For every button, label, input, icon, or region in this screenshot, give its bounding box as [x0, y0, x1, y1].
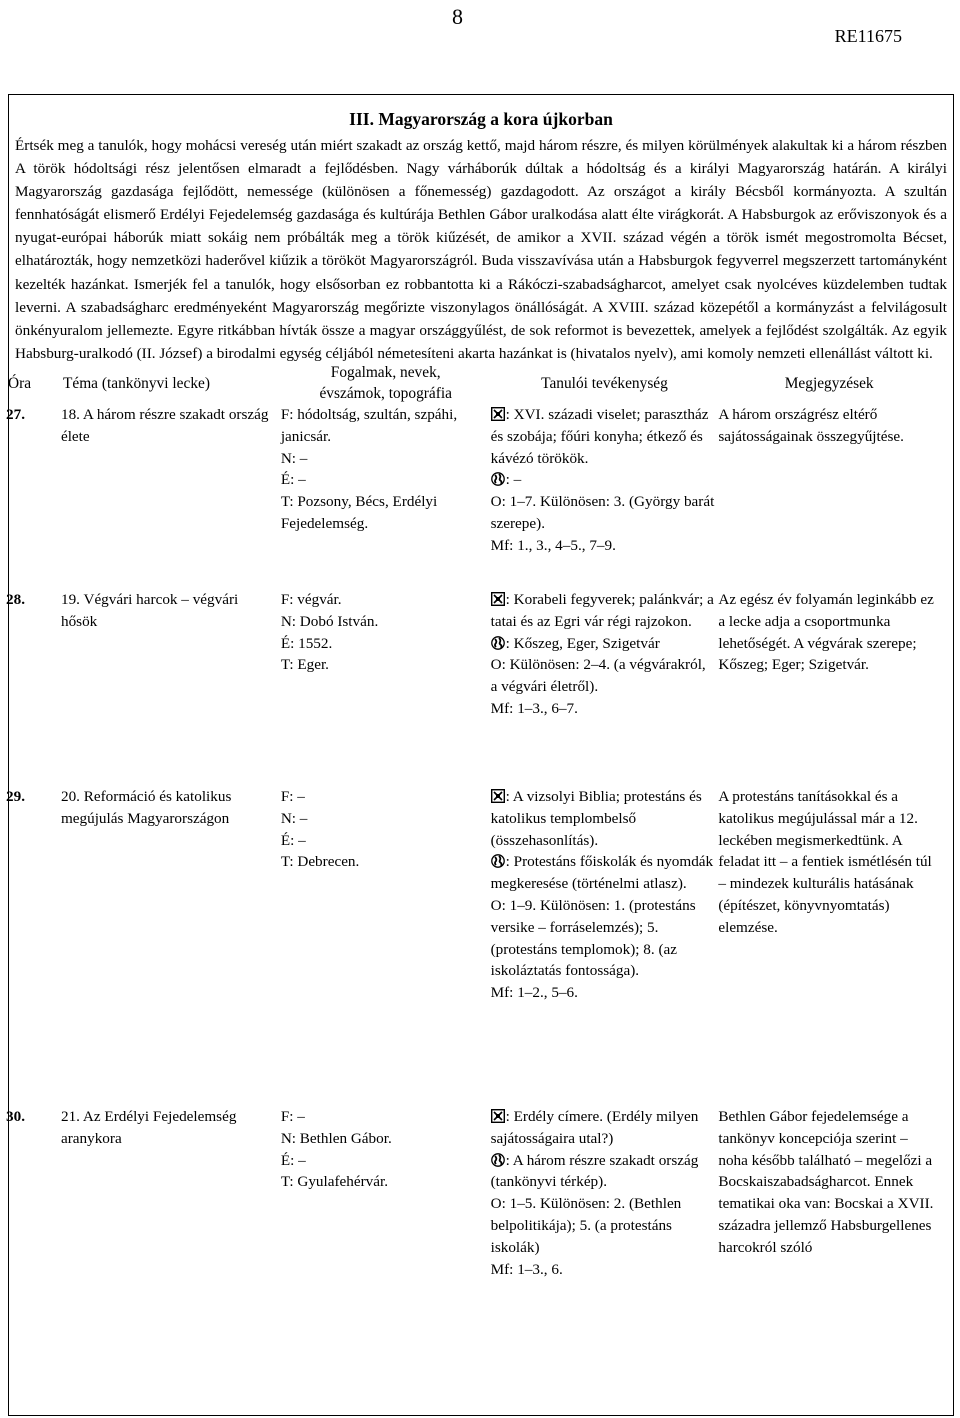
activity-entry [491, 1150, 715, 1194]
activity-text: O: 1–5. Különösen: 2. (Bethlen belpolitikája); 5. (a protestáns iskolák) [490, 1195, 682, 1256]
activity-text: : Korabeli fegyverek; palánkvár; a tatai és az Egri vár régi rajzokon. [490, 591, 714, 630]
activity-entry [491, 469, 715, 491]
activity-text: O: 1–9. Különösen: 1. (protestáns versike – forráselemzés); 5. (protestáns templomok); 8. (az iskoláztatás fontossága). [490, 896, 696, 980]
activity-text: Mf: 1–3., 6–7. [490, 699, 578, 717]
table-row [6, 1106, 940, 1326]
activity-entry [491, 654, 715, 698]
activity-text: : – [505, 471, 522, 489]
concept-entry: É: – [280, 1151, 306, 1169]
globe-map-icon [491, 472, 505, 486]
page-number: 8 [452, 4, 463, 29]
activity-text: : Kőszeg, Eger, Szigetvár [505, 634, 660, 652]
concept-entry: T: Gyulafehérvár. [280, 1173, 389, 1191]
lesson-notes: Bethlen Gábor fejedelemsége a tankönyv koncepciója szerint – noha később található – megelőzi a Bocskaiszabadságharcot. Ennek tematikai oka van: Bocskai a XVII. századra jellemző Habsburgellenes harcokról szóló [718, 1108, 934, 1256]
document-id: RE11675 [834, 26, 902, 46]
lesson-concepts [281, 1106, 491, 1326]
table-row [6, 404, 940, 589]
lesson-topic: 19. Végvári harcok – végvári hősök [60, 591, 239, 630]
header-fogalmak-line2: évszámok, topográfia [319, 385, 452, 402]
concept-entry: N: – [280, 449, 308, 467]
activity-entry [491, 698, 715, 720]
lesson-number: 28. [6, 591, 25, 608]
header-tevekenyseg: Tanulói tevékenység [541, 374, 668, 392]
intro-paragraph: Értsék meg a tanulók, hogy mohácsi vereség után miért szakadt az ország kettő, majd három részre, és milyen körülmények alakultak ki a három részben A török hódoltsági rész jelentősen elmaradt a fejlődésben. Nagy várháborúk dúltak a hódoltság és a királyi Magyarország határán. A királyi Magyarország gazdasága fejlődött, nemessége (különösen a főnemesség) gazdagodott. Az országot a király Bécsből kormányozta. A szultán fennhatóságát elismerő Erdélyi Fejedelemség gazdasága és kultúrája Bethlen Gábor uralkodása alatt élte virágkorát. A Habsburgok az erőviszonyok és a nyugat-európai háborúk miatt sokáig nem próbálták meg a török kiűzését, de amikor a XVII. század végén a török ismét megostromolta Bécset, elhatározták, hogy nemzetközi haderővel kiűzik a törököt Magyarországról. Buda visszavívása után a Habsburgok fegyverrel megszerzett tartományként kezelték hazánkat. Ismerjék fel a tanulók, hogy elsősorban ez robbantotta ki a Rákóczi-szabadságharcot, amelyet csak nyolcéves küzdelemben tudtak leverni. A szabadságharc eredményeként Magyarország megőrizte viszonylagos önállóságát. A XVIII. század közepétől a kormányzást a felvilágosult önkényuralom jellemezte. Egyre ritkábban hívták össze a magyar országgyűlést, de sok reformot is bevezettek, amelyek a fejlődést szolgálták. Az egyik Habsburg-uralkodó (II. József) a birodalmi egység céljából németesíteni akarta hazánkat is (hivatalos nyelv), ami komoly nemzeti ellenállást váltott ki. [15, 137, 947, 362]
lesson-concepts [281, 404, 491, 589]
activity-entry [491, 982, 715, 1004]
header-ora: Óra [8, 374, 32, 392]
header-fogalmak [281, 358, 491, 404]
concept-entry: N: – [280, 809, 308, 827]
illustration-box-icon [491, 1109, 505, 1123]
activity-text: Mf: 1–3., 6. [490, 1260, 563, 1278]
lesson-plan-table [6, 358, 940, 1326]
activity-entry [491, 535, 715, 557]
concept-entry: É: 1552. [280, 634, 333, 652]
activity-entry [491, 1106, 715, 1150]
illustration-box-icon [491, 407, 505, 421]
activity-text: Mf: 1., 3., 4–5., 7–9. [490, 536, 616, 554]
activity-text: O: Különösen: 2–4. (a végvárakról, a végvári életről). [490, 656, 706, 696]
globe-map-icon [491, 854, 505, 868]
concept-entry: T: Pozsony, Bécs, Erdélyi Fejedelemség. [280, 493, 438, 532]
concept-entry: F: hódoltság, szultán, szpáhi, janicsár. [280, 406, 458, 445]
section-title: III. Magyarország a kora újkorban [349, 109, 613, 129]
lesson-topic: 21. Az Erdélyi Fejedelemség aranykora [60, 1108, 237, 1147]
lesson-topic: 20. Reformáció és katolikus megújulás Magyarországon [60, 788, 232, 827]
concept-entry: F: végvár. [280, 591, 342, 608]
activity-text: O: 1–7. Különösen: 3. (György barát szerepe). [490, 493, 715, 532]
activity-text: Mf: 1–2., 5–6. [490, 984, 578, 1002]
illustration-box-icon [491, 789, 505, 803]
activity-entry [491, 851, 715, 895]
lesson-number: 27. [6, 406, 25, 423]
student-activities [491, 589, 719, 786]
activity-entry [491, 1259, 715, 1281]
activity-text: : A vizsolyi Biblia; protestáns és katolikus templombelső (összehasonlítás). [490, 788, 702, 849]
lesson-notes: A három országrész eltérő sajátosságainak összegyűjtése. [718, 406, 904, 445]
concept-entry: F: – [280, 788, 305, 805]
student-activities [491, 786, 719, 1106]
globe-map-icon [491, 1153, 505, 1167]
concept-entry: É: – [280, 831, 306, 849]
activity-entry [491, 786, 715, 851]
lesson-concepts [281, 786, 491, 1106]
lesson-concepts [281, 589, 491, 786]
concept-entry: T: Debrecen. [280, 853, 360, 871]
header-fogalmak-line1: Fogalmak, nevek, [330, 364, 441, 381]
table-body [6, 404, 940, 1326]
student-activities [491, 404, 719, 589]
table-row [6, 589, 940, 786]
lesson-notes: Az egész év folyamán leginkább ez a lecke adja a csoportmunka lehetőségét. A végvárak szerepe; Kőszeg; Eger; Szigetvár. [718, 591, 934, 674]
lesson-notes: A protestáns tanításokkal és a katolikus megújulással már a 12. leckében megismerkedtünk. A feladat itt – a fentiek ismétlésén túl – mindezek kulturális hatásának (építészet, könyvnyomtatás) elemzése. [718, 788, 932, 936]
activity-entry [491, 589, 715, 633]
activity-text: : Protestáns főiskolák és nyomdák megkeresése (történelmi atlasz). [490, 853, 714, 893]
activity-entry [491, 491, 715, 535]
lesson-topic: 18. A három részre szakadt ország élete [60, 406, 269, 445]
concept-entry: N: Bethlen Gábor. [280, 1129, 392, 1147]
header-megjegyzesek: Megjegyzések [784, 374, 874, 392]
concept-entry: N: Dobó István. [280, 612, 379, 630]
activity-entry [491, 404, 715, 469]
globe-map-icon [491, 636, 505, 650]
table-header-row [6, 358, 940, 404]
activity-text: : Erdély címere. (Erdély milyen sajátosságaira utal?) [490, 1108, 699, 1147]
lesson-number: 29. [6, 788, 25, 805]
table-row [6, 786, 940, 1106]
illustration-box-icon [491, 592, 505, 606]
lesson-number: 30. [6, 1108, 25, 1125]
activity-entry [491, 895, 715, 982]
activity-entry [491, 633, 715, 655]
activity-entry [491, 1193, 715, 1258]
concept-entry: F: – [280, 1108, 305, 1125]
activity-text: : A három részre szakadt ország (tankönyvi térkép). [490, 1151, 699, 1191]
concept-entry: É: – [280, 471, 306, 489]
concept-entry: T: Eger. [280, 656, 329, 674]
student-activities [491, 1106, 719, 1326]
header-tema: Téma (tankönyvi lecke) [62, 374, 210, 392]
activity-text: : XVI. századi viselet; parasztház és szobája; főúri konyha; étkező és kávézó törökök. [490, 406, 709, 467]
